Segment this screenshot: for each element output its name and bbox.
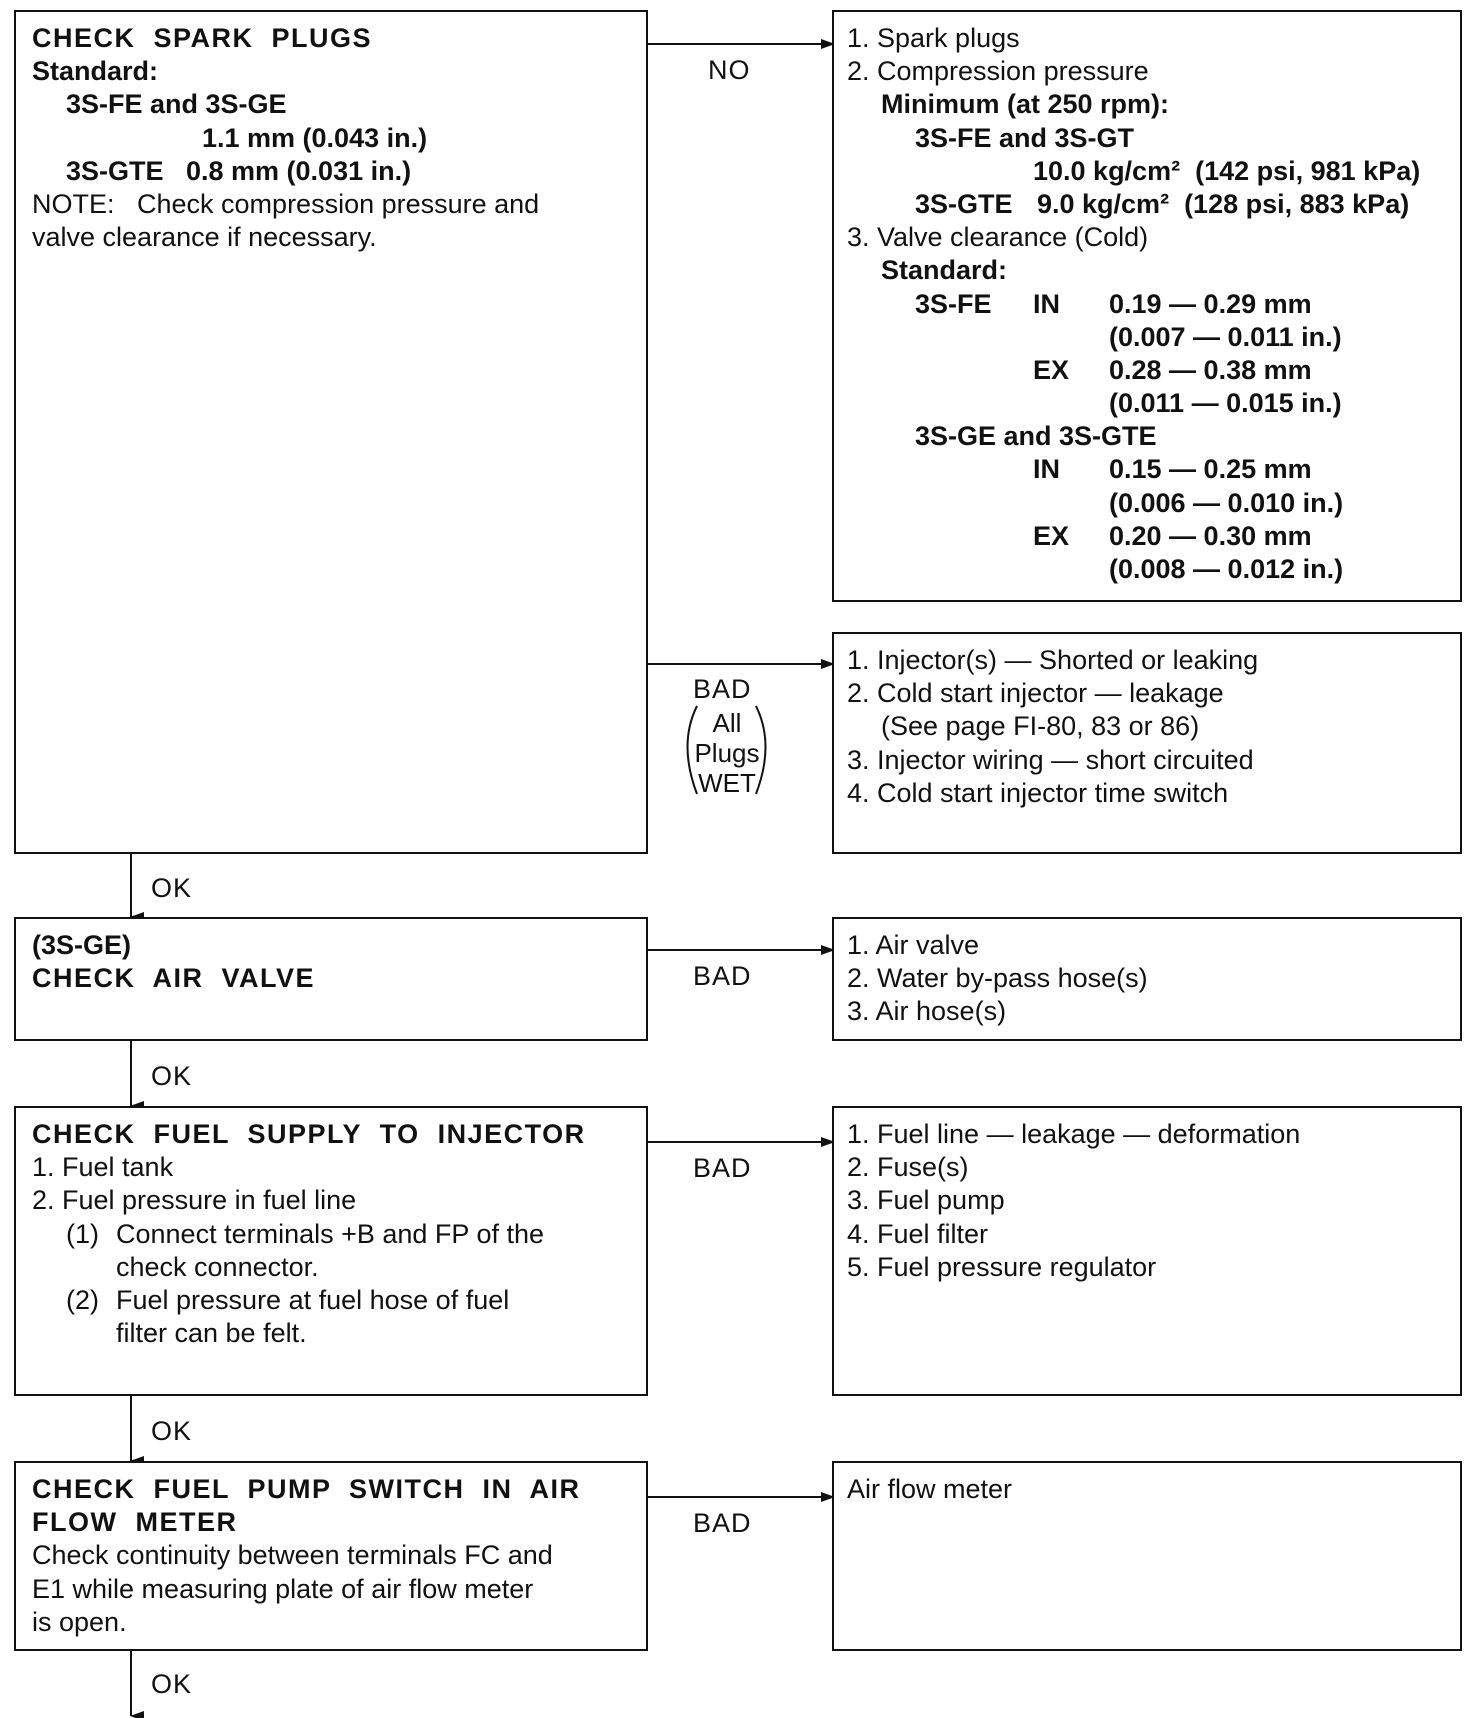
cause-injector-shorted: 1. Injector(s) — Shorted or leaking [847,645,1259,675]
step-2-number: (2) [66,1284,99,1315]
cause-injector-wiring: 3. Injector wiring — short circuited [847,744,1254,775]
step-2-row [32,1284,638,1317]
valve-fe-ex-in: (0.011 — 0.015 in.) [1109,388,1342,419]
plugs-text: Plugs [694,738,760,768]
step-2-text: Fuel pressure at fuel hose of fuel [116,1284,510,1315]
cause-fuel-line: 1. Fuel line — leakage — deformation [847,1119,1301,1149]
bad-label-fuel-supply: BAD [693,1153,752,1183]
cause-air-valve: 1. Air valve [847,930,980,960]
valve-fe-in-mm: 0.19 — 0.29 mm [1109,288,1312,319]
valve-fe-ex-row [847,354,1452,387]
valve-fe-in-label: IN [1033,288,1060,319]
step-1-text: Connect terminals +B and FP of the [116,1218,544,1249]
check-fuel-pump-switch-title-1: CHECK FUEL PUMP SWITCH IN AIR [32,1474,581,1504]
continuity-line-2: E1 while measuring plate of air flow meter [32,1573,534,1604]
cause-water-bypass-hose: 2. Water by-pass hose(s) [847,963,1148,994]
valve-standard-label: Standard: [881,255,1008,286]
compression-min-label: Minimum (at 250 rpm): [881,89,1170,120]
cause-air-hose: 3. Air hose(s) [847,996,1007,1027]
continuity-line-3: is open. [32,1606,127,1637]
check-spark-plugs-title: CHECK SPARK PLUGS [32,23,373,53]
compression-gte-value: 9.0 kg/cm² (128 psi, 883 kPa) [1037,188,1410,219]
note-line-1: NOTE: Check compression pressure and [32,188,540,219]
compression-gte-label: 3S-GTE [915,188,1013,219]
wet-text: WET [698,768,756,798]
valve-ge-in-mm: 0.15 — 0.25 mm [1109,454,1312,485]
fuel-supply-causes-box [832,1106,1462,1396]
cause-cold-start-leakage: 2. Cold start injector — leakage [847,678,1224,709]
valve-fe-label: 3S-FE [915,288,992,319]
valve-ge-in-row [847,453,1452,486]
valve-fe-ex-mm: 0.28 — 0.38 mm [1109,354,1312,385]
cause-fuel-filter: 4. Fuel filter [847,1218,989,1249]
continuity-line-1: Check continuity between terminals FC and [32,1540,553,1571]
cause-spark-plugs: 1. Spark plugs [847,23,1020,53]
fuel-pressure-item: 2. Fuel pressure in fuel line [32,1185,357,1216]
cause-air-flow-meter: Air flow meter [847,1474,1013,1504]
check-spark-plugs-box [14,10,648,854]
air-valve-causes-box [832,917,1462,1041]
bad-label-air-valve: BAD [693,961,752,991]
valve-ge-ex-label: EX [1033,520,1070,551]
injector-causes-box [832,632,1462,854]
air-valve-variant: (3S-GE) [32,930,132,960]
step-1-text-cont: check connector. [116,1251,319,1282]
valve-fe-in-row [847,288,1452,321]
fuel-tank-item: 1. Fuel tank [32,1152,174,1183]
ok-label-2: OK [151,1061,193,1091]
no-label: NO [708,55,751,85]
cold-start-page-ref: (See page FI-80, 83 or 86) [881,711,1200,742]
valve-ge-ex-in: (0.008 — 0.012 in.) [1109,554,1344,584]
check-air-valve-title: CHECK AIR VALVE [32,963,316,994]
bad-wet-label: BAD [693,674,752,704]
all-plugs-wet-label [682,708,772,798]
gte-label: 3S-GTE [66,155,164,186]
ok-label-1: OK [151,873,193,903]
pump-switch-causes-box [832,1461,1462,1651]
step-2-text-cont: filter can be felt. [116,1318,307,1349]
check-fuel-supply-box [14,1106,648,1396]
ok-label-4: OK [151,1669,193,1699]
compression-gte-row [847,188,1452,221]
compression-fe-gt-value: 10.0 kg/cm² (142 psi, 981 kPa) [1033,155,1421,186]
valve-ge-ex-row [847,520,1452,553]
valve-fe-in-in: (0.007 — 0.011 in.) [1109,321,1342,352]
bad-label-pump-switch: BAD [693,1508,752,1538]
check-fuel-pump-switch-title-2: FLOW METER [32,1507,238,1538]
cause-pressure-regulator: 5. Fuel pressure regulator [847,1251,1157,1282]
check-fuel-supply-title: CHECK FUEL SUPPLY TO INJECTOR [32,1119,586,1149]
step-1-number: (1) [66,1218,99,1249]
check-air-valve-box [14,917,648,1041]
valve-fe-ex-label: EX [1033,354,1070,385]
all-text: All [712,708,742,738]
cause-compression: 2. Compression pressure [847,56,1149,87]
note-line-2: valve clearance if necessary. [32,222,377,253]
fe-ge-gap-value: 1.1 mm (0.043 in.) [202,122,428,153]
gte-gap-row [32,155,638,188]
ok-label-3: OK [151,1416,193,1446]
cause-fuses: 2. Fuse(s) [847,1152,969,1183]
valve-ge-in-label: IN [1033,454,1060,485]
cause-fuel-pump: 3. Fuel pump [847,1185,1005,1216]
valve-ge-ex-mm: 0.20 — 0.30 mm [1109,520,1312,551]
spark-plug-causes-box [832,10,1462,602]
fe-ge-label: 3S-FE and 3S-GE [66,89,287,120]
check-fuel-pump-switch-box [14,1461,648,1651]
cause-time-switch: 4. Cold start injector time switch [847,777,1229,808]
valve-ge-gte-label: 3S-GE and 3S-GTE [915,421,1157,452]
compression-fe-gt-label: 3S-FE and 3S-GT [915,122,1135,153]
gte-gap-value: 0.8 mm (0.031 in.) [186,155,412,186]
cause-valve-clearance: 3. Valve clearance (Cold) [847,222,1149,253]
standard-label: Standard: [32,56,159,87]
step-1-row [32,1218,638,1251]
valve-ge-in-in: (0.006 — 0.010 in.) [1109,487,1344,518]
